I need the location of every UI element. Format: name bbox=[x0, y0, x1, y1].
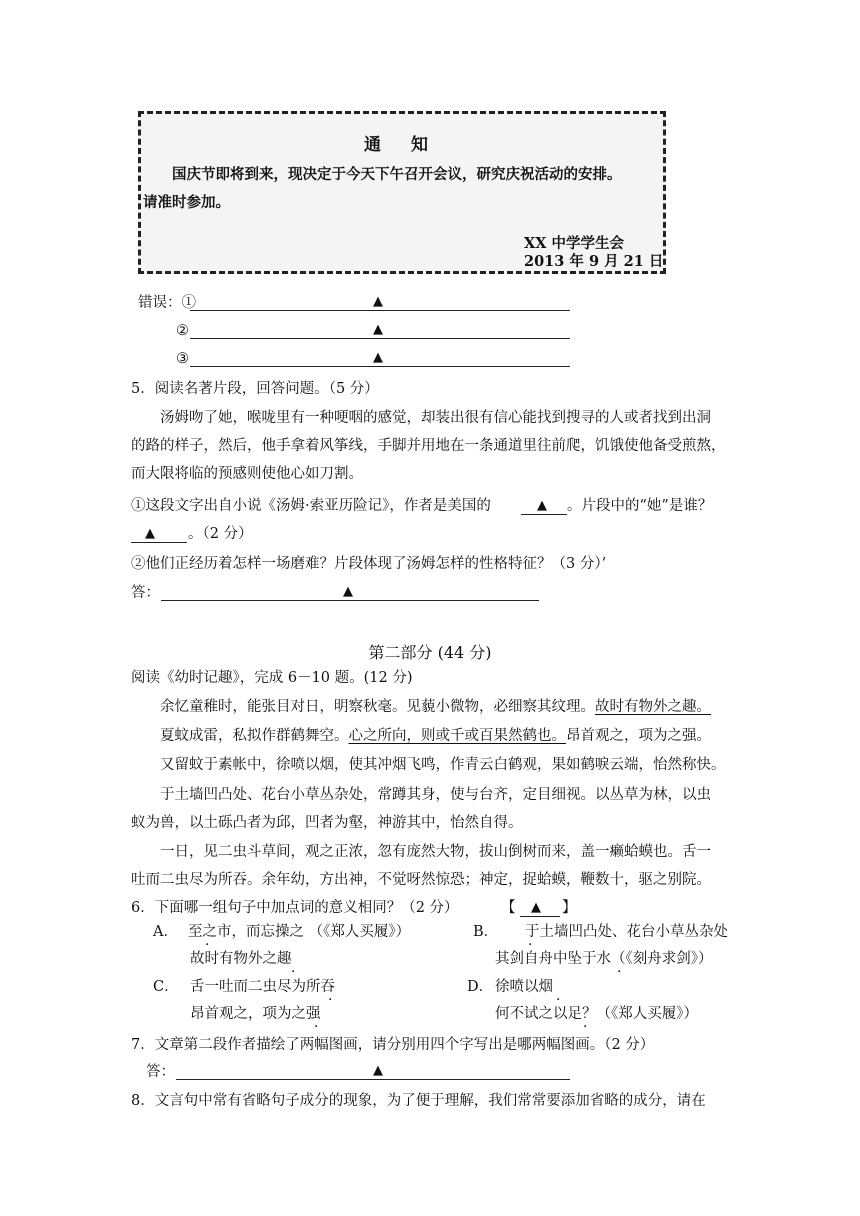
q6-option-a-label: A． bbox=[153, 924, 178, 940]
answer-marker: ▲ bbox=[373, 322, 383, 337]
q6-bracket-open: 【 bbox=[501, 900, 516, 916]
answer-marker: ▲ bbox=[373, 294, 383, 309]
q6-option-d-line-1: 徐喷以烟 bbox=[495, 979, 553, 995]
q5-passage-line-1: 汤姆吻了她，喉咙里有一种哽咽的感觉，却装出很有信心能找到搜寻的人或者找到出洞 bbox=[160, 410, 711, 426]
answer-marker: ▲ bbox=[373, 1063, 383, 1078]
answer-marker: ▲ bbox=[343, 584, 353, 599]
emphasis-dot: · bbox=[314, 1019, 319, 1035]
emphasis-dot: · bbox=[583, 1019, 588, 1035]
q7-heading: 7．文章第二段作者描绘了两幅图画，请分别用四个字写出是哪两幅图画。（2 分） bbox=[131, 1037, 655, 1053]
part2-heading: 第二部分 (44 分) bbox=[368, 643, 492, 662]
q5-passage-line-2: 的路的样子，然后，他手拿着风筝线，手脚并用地在一条通道里往前爬，饥饿使他备受煎熬， bbox=[131, 438, 726, 454]
emphasis-dot: · bbox=[617, 964, 622, 980]
q5-sub1-points: 。（2 分） bbox=[188, 526, 253, 542]
q6-option-c-line-2: 昂首观之，项为之强 bbox=[190, 1006, 321, 1022]
notice-line-2: 请准时参加。 bbox=[143, 194, 230, 211]
q7-answer-label: 答： bbox=[146, 1064, 175, 1080]
notice-signer: XX 中学学生会 bbox=[524, 235, 625, 252]
emphasis-dot: · bbox=[556, 992, 561, 1008]
emphasis-dot: · bbox=[328, 992, 333, 1008]
q5-passage-line-3: 而大限将临的预感则使他心如刀割。 bbox=[131, 466, 363, 482]
q6-option-a-line-2: 故时有物外之趣 bbox=[190, 951, 292, 967]
q6-heading: 6．下面哪一组句子中加点词的意义相同？（2 分） bbox=[131, 900, 459, 916]
q5-sub1-question: 。片段中的“她”是谁？ bbox=[567, 498, 713, 514]
answer-marker: ▲ bbox=[537, 498, 547, 513]
q6-bracket-close: 】 bbox=[562, 900, 577, 916]
underlined-sentence: 故时有物外之趣。 bbox=[595, 699, 711, 715]
answer-marker: ▲ bbox=[531, 900, 541, 915]
q5-her-blank[interactable] bbox=[131, 526, 187, 543]
q6-option-d-line-2: 何不试之以足？（《郑人买履》） bbox=[495, 1006, 698, 1022]
notice-box bbox=[138, 111, 666, 274]
q6-option-c-line-1: 舌一吐而二虫尽为所吞 bbox=[190, 979, 335, 995]
underlined-sentence: 心之所向，则或千或百果然鹤也。 bbox=[348, 728, 566, 744]
notice-title: 通 知 bbox=[364, 135, 440, 155]
q6-option-b-label: B． bbox=[473, 924, 499, 940]
emphasis-dot: · bbox=[205, 937, 210, 953]
passage-para-4-line-1: 于土墙凹凸处、花台小草丛杂处，常蹲其身，使与台齐，定目细视。以丛草为林，以虫 bbox=[160, 787, 711, 803]
q5-sub1-text: ①这段文字出自小说《汤姆·索亚历险记》，作者是美国的 bbox=[131, 498, 491, 514]
q6-option-d-label: D． bbox=[467, 979, 494, 995]
q6-option-b-line-2: 其剑自舟中坠于水（《刻舟求剑》） bbox=[495, 951, 713, 967]
passage-para-5-line-2: 吐而二虫尽为所吞。余年幼，方出神，不觉呀然惊恐；神定，捉蛤蟆，鞭数十，驱之别院。 bbox=[131, 872, 711, 888]
passage-para-3: 又留蚊于素帐中，徐喷以烟，使其冲烟飞鸣，作青云白鹤观，果如鹤唳云端，怡然称快。 bbox=[160, 757, 726, 773]
passage-para-4-line-2: 蚁为兽，以土砾凸者为邱，凹者为壑，神游其中，怡然自得。 bbox=[131, 815, 523, 831]
q6-option-a-line-1: 至之市，而忘操之 （《郑人买履》） bbox=[188, 924, 411, 940]
passage-para-5-line-1: 一日，见二虫斗草间，观之正浓，忽有庞然大物，拔山倒树而来，盖一癞蛤蟆也。舌一 bbox=[160, 844, 711, 860]
passage-para-1: 余忆童稚时，能张目对日，明察秋毫。见藐小微物，必细察其纹理。故时有物外之趣。 bbox=[160, 699, 711, 715]
answer-marker: ▲ bbox=[373, 350, 383, 365]
passage-para-2: 夏蚊成雷，私拟作群鹤舞空。心之所向，则或千或百果然鹤也。昂首观之，项为之强。 bbox=[160, 728, 711, 744]
emphasis-dot: · bbox=[528, 937, 533, 953]
notice-line-1: 国庆节即将到来，现决定于今天下午召开会议，研究庆祝活动的安排。 bbox=[172, 166, 622, 183]
part2-intro: 阅读《幼时记趣》，完成 6－10 题。(12 分) bbox=[131, 670, 413, 686]
error-2-number: ② bbox=[176, 323, 189, 339]
emphasis-dot: · bbox=[291, 964, 296, 980]
q8-heading: 8．文言句中常有省略句子成分的现象，为了便于理解，我们常常要添加省略的成分，请在 bbox=[131, 1093, 706, 1109]
q5-answer-label: 答： bbox=[131, 585, 160, 601]
notice-date: 2013 年 9 月 21 日 bbox=[524, 253, 664, 270]
q6-option-c-label: C． bbox=[153, 979, 179, 995]
error-3-number: ③ bbox=[176, 351, 189, 367]
answer-marker: ▲ bbox=[145, 526, 155, 541]
q5-heading: 5．阅读名著片段，回答问题。（5 分） bbox=[131, 381, 379, 397]
q6-option-b-line-1: 于土墙凹凸处、花台小草丛杂处 bbox=[525, 924, 728, 940]
q5-sub2-text: ②他们正经历着怎样一场磨难？片段体现了汤姆怎样的性格特征？（3 分）’ bbox=[131, 556, 607, 572]
errors-label: 错误：① bbox=[138, 295, 196, 311]
